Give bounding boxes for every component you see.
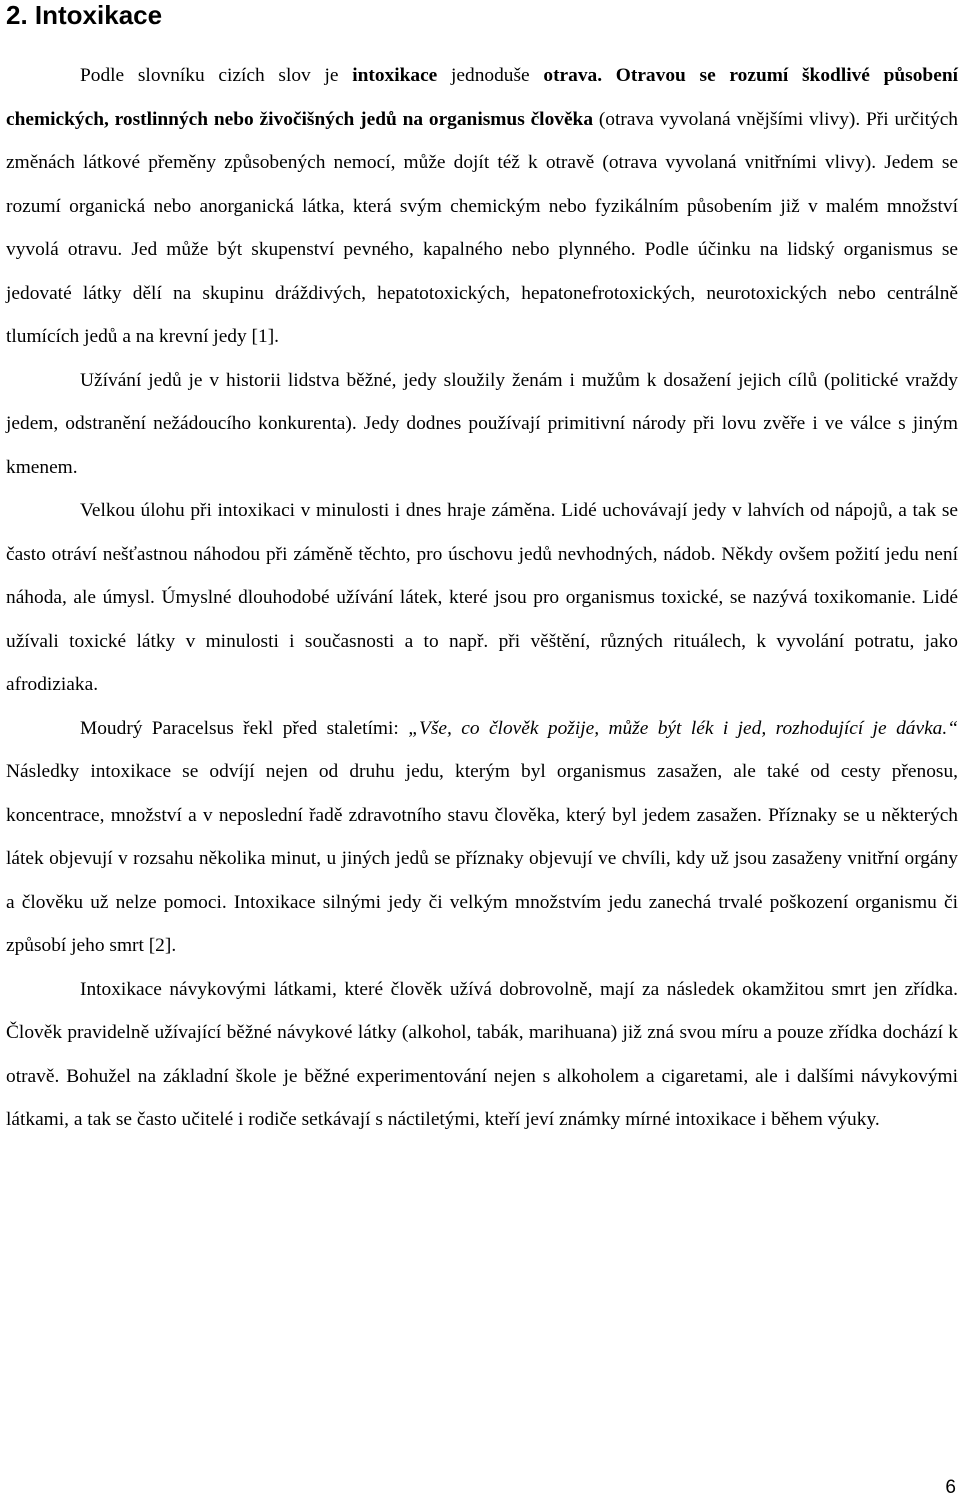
text-run: Moudrý Paracelsus řekl před staletími: — [80, 717, 409, 739]
text-run: Podle slovníku cizích slov je — [80, 65, 353, 86]
page-number: 6 — [945, 1477, 956, 1498]
italic-quote: „Vše, co člověk požije, může být lék i jed, rozhodující je dávka.“ — [408, 717, 958, 739]
paragraph-history — [6, 359, 958, 490]
paragraph-paracelsus — [6, 707, 958, 968]
text-run: jednoduše — [437, 65, 544, 86]
text-run: Intoxikace návykovými látkami, které člověk užívá dobrovolně, mají za následek okamžitou smrt jen zřídka. Člověk pravidelně užívající běžné návykové látky (alkohol, tabák, marihuana) již zná svou míru a pouze zřídka dochází k otravě. Bohužel na základní škole je běžné experimentování nejen s alkoholem a cigaretami, ale i dalšími návykovými látkami, a tak se často učitelé i rodiče setkávají s náctiletými, kteří jeví známky mírné intoxikace i během výuky. — [6, 978, 958, 1130]
paragraph-addictive — [6, 968, 958, 1142]
paragraph-definition — [6, 54, 958, 359]
text-run: Následky intoxikace se odvíjí nejen od druhu jedu, kterým byl organismus zasažen, ale také od cesty přenosu, koncentrace, množství a v neposlední řadě zdravotního stavu člověka, který byl jedem zasažen. Příznaky se u některých látek objevují v rozsahu několika minut, u jiných jedů se příznaky objevují ve chvíli, kdy už jsou zasaženy vnitřní orgány a člověku už nelze pomoci. Intoxikace silnými jedy či velkým množstvím jedu zanechá trvalé poškození organismu či způsobí jeho smrt [2]. — [6, 761, 958, 956]
section-heading: 2. Intoxikace — [6, 0, 163, 30]
bold-definition: otrava. Otravou se rozumí škodlivé působení chemických, rostlinných nebo živočišných jedů na organismus člověka — [6, 65, 958, 130]
text-run: Užívání jedů je v historii lidstva běžné, jedy sloužily ženám i mužům k dosažení jejich cílů (politické vraždy jedem, odstranění nežádoucího konkurenta). Jedy dodnes používají primitivní národy při lovu zvěře i ve válce s jiným kmenem. — [6, 369, 958, 478]
bold-term: intoxikace — [352, 65, 438, 86]
text-run: Velkou úlohu při intoxikaci v minulosti i dnes hraje záměna. Lidé uchovávají jedy v lahvích od nápojů, a tak se často otráví nešťastnou náhodou při záměně těchto, pro úschovu jedů nevhodných, nádob. Někdy ovšem požití jedu není náhoda, ale úmysl. Úmyslné dlouhodobé užívání látek, které jsou pro organismus toxické, se nazývá toxikomanie. Lidé užívali toxické látky v minulosti i současnosti a to např. při věštění, různých rituálech, k vyvolání potratu, jako afrodiziaka. — [6, 500, 958, 695]
body-text — [6, 54, 958, 1142]
text-run: (otrava vyvolaná vnějšími vlivy). Při určitých změnách látkové přeměny způsobených nemocí, může dojít též k otravě (otrava vyvolaná vnitřními vlivy). Jedem se rozumí organická nebo anorganická látka, která svým chemickým nebo fyzikálním působením již v malém množství vyvolá otravu. Jed může být skupenství pevného, kapalného nebo plynného. Podle účinku na lidský organismus se jedovaté látky dělí na skupinu dráždivých, hepatotoxických, hepatonefrotoxických, neurotoxických nebo centrálně tlumících jedů a na krevní jedy [1]. — [6, 108, 958, 347]
paragraph-confusion — [6, 489, 958, 707]
